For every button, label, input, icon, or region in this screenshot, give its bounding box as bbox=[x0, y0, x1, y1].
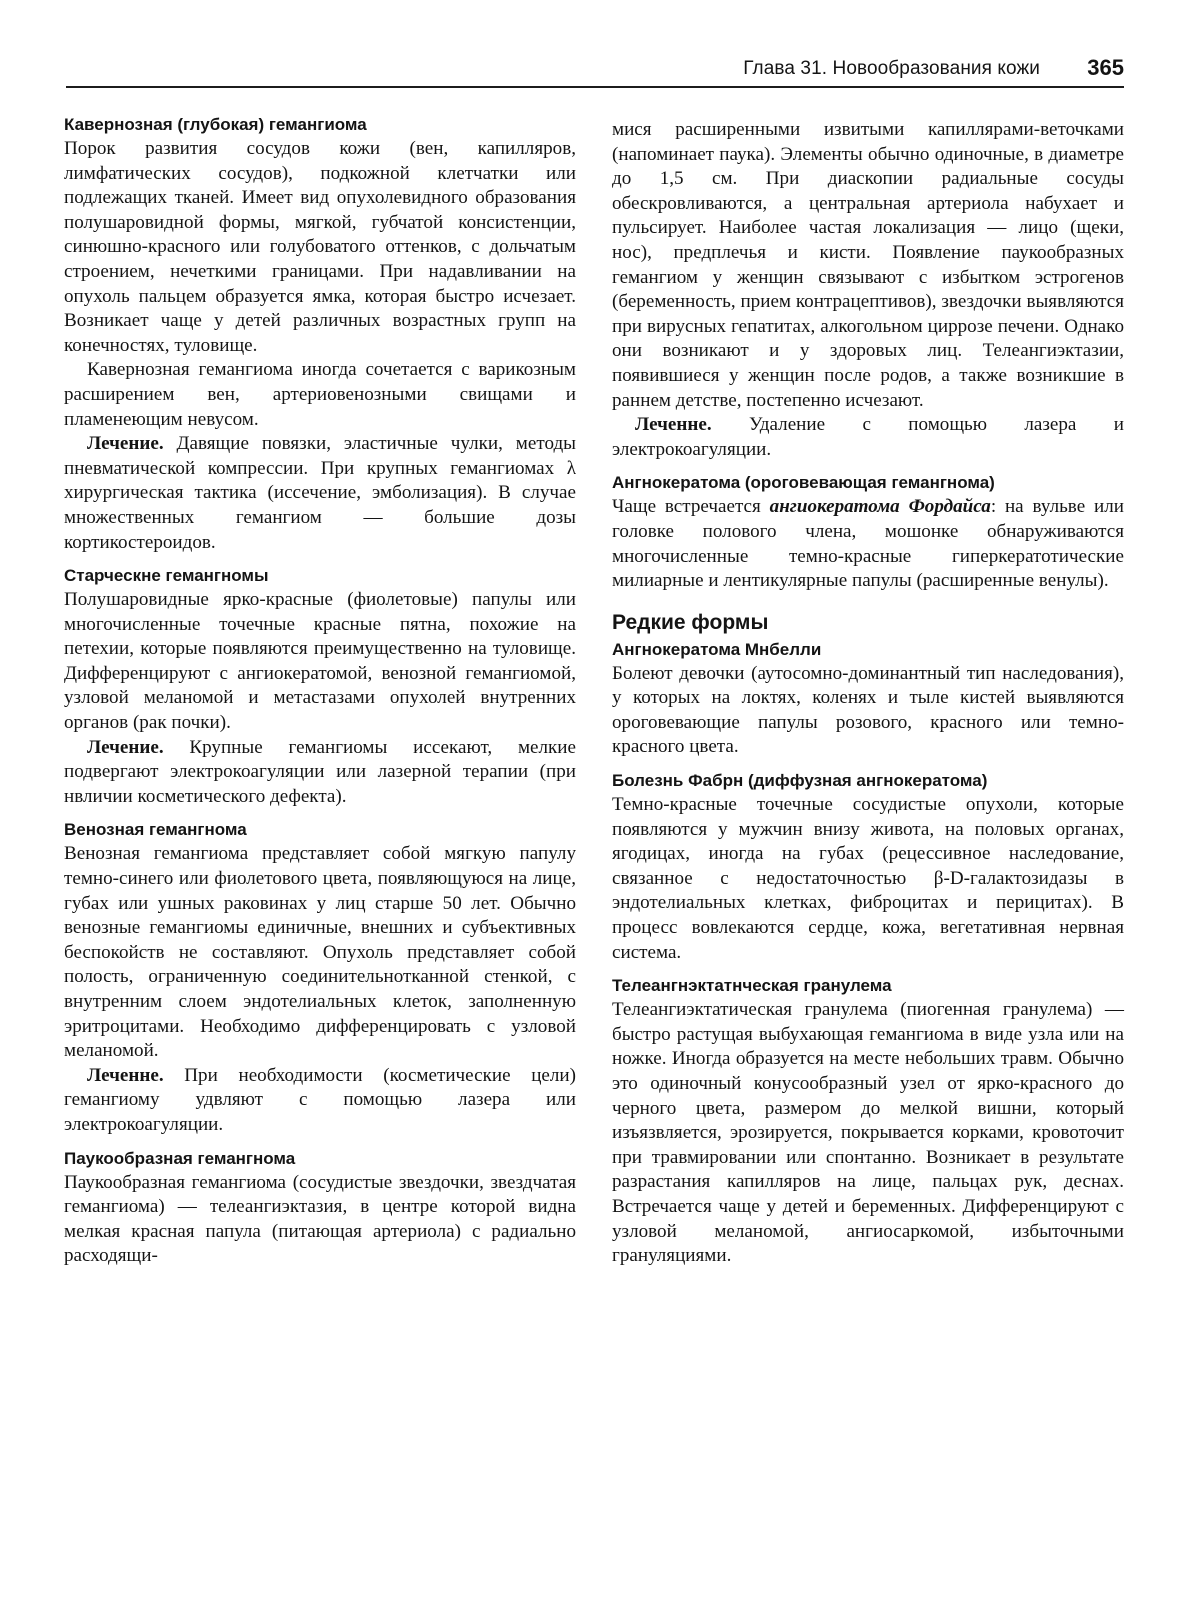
spider-treatment bbox=[612, 413, 1124, 462]
heading-senile: Старческне гемангномы bbox=[64, 566, 269, 586]
cavernous-paragraph-1: Порок развития сосудов кожи (вен, капилляров, лимфатических сосудов), подкожной клетчатки или подлежащих тканей. Имеет вид опухолевидного образования полушаровидной формы, мягкой, губчатой консистенции, синюшно-красного или голубоватого оттенков, с дольчатым строением, нечеткими границами. При надавливании на опухоль пальцем образуется ямка, которая быстро исчезает. Возникает чаще у детей различных возрастных групп на конечностях, туловище. bbox=[64, 138, 576, 356]
angio-text-a: Чаще встречается bbox=[612, 496, 770, 518]
senile-paragraph-1: Полушаровидные ярко-красные (фиолетовые) папулы или многочисленные точечные красные пятна, похожие на петехии, которые появляются преимущественно на туловище. Дифференцируют с ангиокератомой, венозной гемангиомой, узловой меланомой и метастазами опухолей внутренних органов (рак почки). bbox=[64, 589, 576, 734]
spider-paragraph-continued: мися расширенными извитыми капиллярами-веточками (напоминает паука). Элементы обычно одиночные, в диаметре до 1,5 см. При диаскопии радиальные сосуды обескровливаются, а центральная артериола набухает и пульсирует. Наиболее частая локализация — лицо (щеки, нос), предплечья и кисти. Появление паукообразных гемангиом у женщин связывают с избытком эстрогенов (беременность, прием контрацептивов), звездочки выявляются при вирусных гепатитах, алкогольном циррозе печени. Однако они возникают и у здоровых лиц. Телеангиэктазии, появившиеся у женщин после родов, а также возникшие в раннем детстве, постепенно исчезают. bbox=[612, 119, 1124, 411]
running-header bbox=[66, 52, 1124, 88]
angio-emphasis: ангиокератома Фордайса bbox=[769, 496, 991, 518]
heading-telangiectatic: Телеангнэктатнческая гранулема bbox=[612, 976, 892, 996]
heading-angiokeratoma: Ангнокератома (ороговевающая гемангнома) bbox=[612, 473, 995, 493]
venous-treatment bbox=[64, 1064, 576, 1138]
heading-spider: Паукообразная гемангнома bbox=[64, 1148, 296, 1168]
telangiectatic-paragraph: Телеангиэктатическая гранулема (пиогенная гранулема) — быстро растущая выбухающая гемангиома в виде узла или на ножке. Иногда образуется на месте небольших травм. Обычно это одиночный конусообразный узел от ярко-красного до черного цвета, размером до мелкой вишни, который изъязвляется, эрозируется, покрывается корками, кровоточит при травмировании или спонтанно. Возникает в результате разрастания капилляров на лице, пальцах рук, деснах. Встречается чаще у детей и беременных. Дифференцируют с узловой меланомой, ангиосаркомой, избыточными грануляциями. bbox=[612, 999, 1124, 1267]
cavernous-paragraph-2: Кавернозная гемангиома иногда сочетается с варикозным расширением вен, артериовенозными свищами и пламенеющим невусом. bbox=[64, 359, 576, 430]
spider-paragraph-1: Паукообразная гемангиома (сосудистые звездочки, звездчатая гемангиома) — телеангиэктазия, в центре которой видна мелкая красная папула (питающая артериола) с радиально расходящи- bbox=[64, 1171, 576, 1267]
left-column bbox=[64, 113, 576, 1269]
senile-treatment bbox=[64, 736, 576, 810]
mibelli-paragraph: Болеют девочки (аутосомно-доминантный тип наследования), у которых на локтях, коленях и тыле кистей выявляются ороговевающие папулы розового, красного или темно-красного цвета. bbox=[612, 662, 1124, 758]
treatment-label: Леченне. bbox=[87, 1064, 164, 1086]
page-number: 365 bbox=[1087, 55, 1124, 80]
treatment-text: Давящие повязки, эластичные чулки, методы пневматической компрессии. При крупных гемангиомах λ хирургическая тактика (иссечение, эмболизация). В случае множественных гемангиом — большие дозы кортикостероидов. bbox=[64, 433, 576, 553]
venous-paragraph-1: Венозная гемангиома представляет собой мягкую папулу темно-синего или фиолетового цвета, появляющуюся на лице, губах или ушных раковинах у лиц старше 50 лет. Обычно венозные гемангиомы единичные, внешних и субъективных беспокойств не составляют. Опухоль представляет собой полость, ограниченную соединительнотканной стенкой, с внутренним слоем эндотелиальных клеток, заполненную эритроцитами. Необходимо дифференцировать с узловой меланомой. bbox=[64, 843, 576, 1062]
chapter-title: Глава 31. Новообразования кожи bbox=[743, 58, 1040, 79]
treatment-text: Удаление с помощью лазера и электрокоагуляции. bbox=[612, 414, 1124, 460]
heading-rare-forms: Редкие формы bbox=[612, 610, 769, 634]
treatment-text: Крупные гемангиомы иссекают, мелкие подвергают электрокоагуляции или лазерной терапии (при нвличии косметического дефекта). bbox=[64, 736, 576, 807]
heading-cavernous: Кавернозная (глубокая) гемангиома bbox=[64, 115, 367, 134]
treatment-label: Лечение. bbox=[87, 433, 164, 455]
heading-mibelli: Ангнокератома Мнбелли bbox=[612, 639, 822, 659]
fabry-paragraph: Темно-красные точечные сосудистые опухоли, которые появляются у мужчин внизу живота, на половых органах, ягодицах, иногда на губах (рецессивное наследование, связанное с недостаточностью β-D-галактозидазы в эндотелиальных клетках, фиброцитах и перицитах). В процесс вовлекаются сердце, кожа, вегетативная нервная система. bbox=[612, 794, 1124, 963]
angiokeratoma-paragraph bbox=[612, 495, 1124, 593]
treatment-text: При необходимости (косметические цели) гемангиому удвляют с помощью лазера или электрокоагуляции. bbox=[64, 1064, 576, 1135]
heading-venous: Венозная гемангнома bbox=[64, 820, 247, 840]
right-column bbox=[612, 118, 1124, 1269]
treatment-label: Леченне. bbox=[635, 414, 712, 436]
cavernous-treatment bbox=[64, 432, 576, 555]
angio-text-b: : на вульве или головке полового члена, мошонке обнаруживаются многочисленные темно-красные гиперкератотические милиарные и лентикулярные папулы (расширенные венулы). bbox=[612, 496, 1124, 592]
heading-fabry: Болезнь Фабрн (диффузная ангнокератома) bbox=[612, 771, 988, 791]
treatment-label: Лечение. bbox=[87, 736, 164, 758]
